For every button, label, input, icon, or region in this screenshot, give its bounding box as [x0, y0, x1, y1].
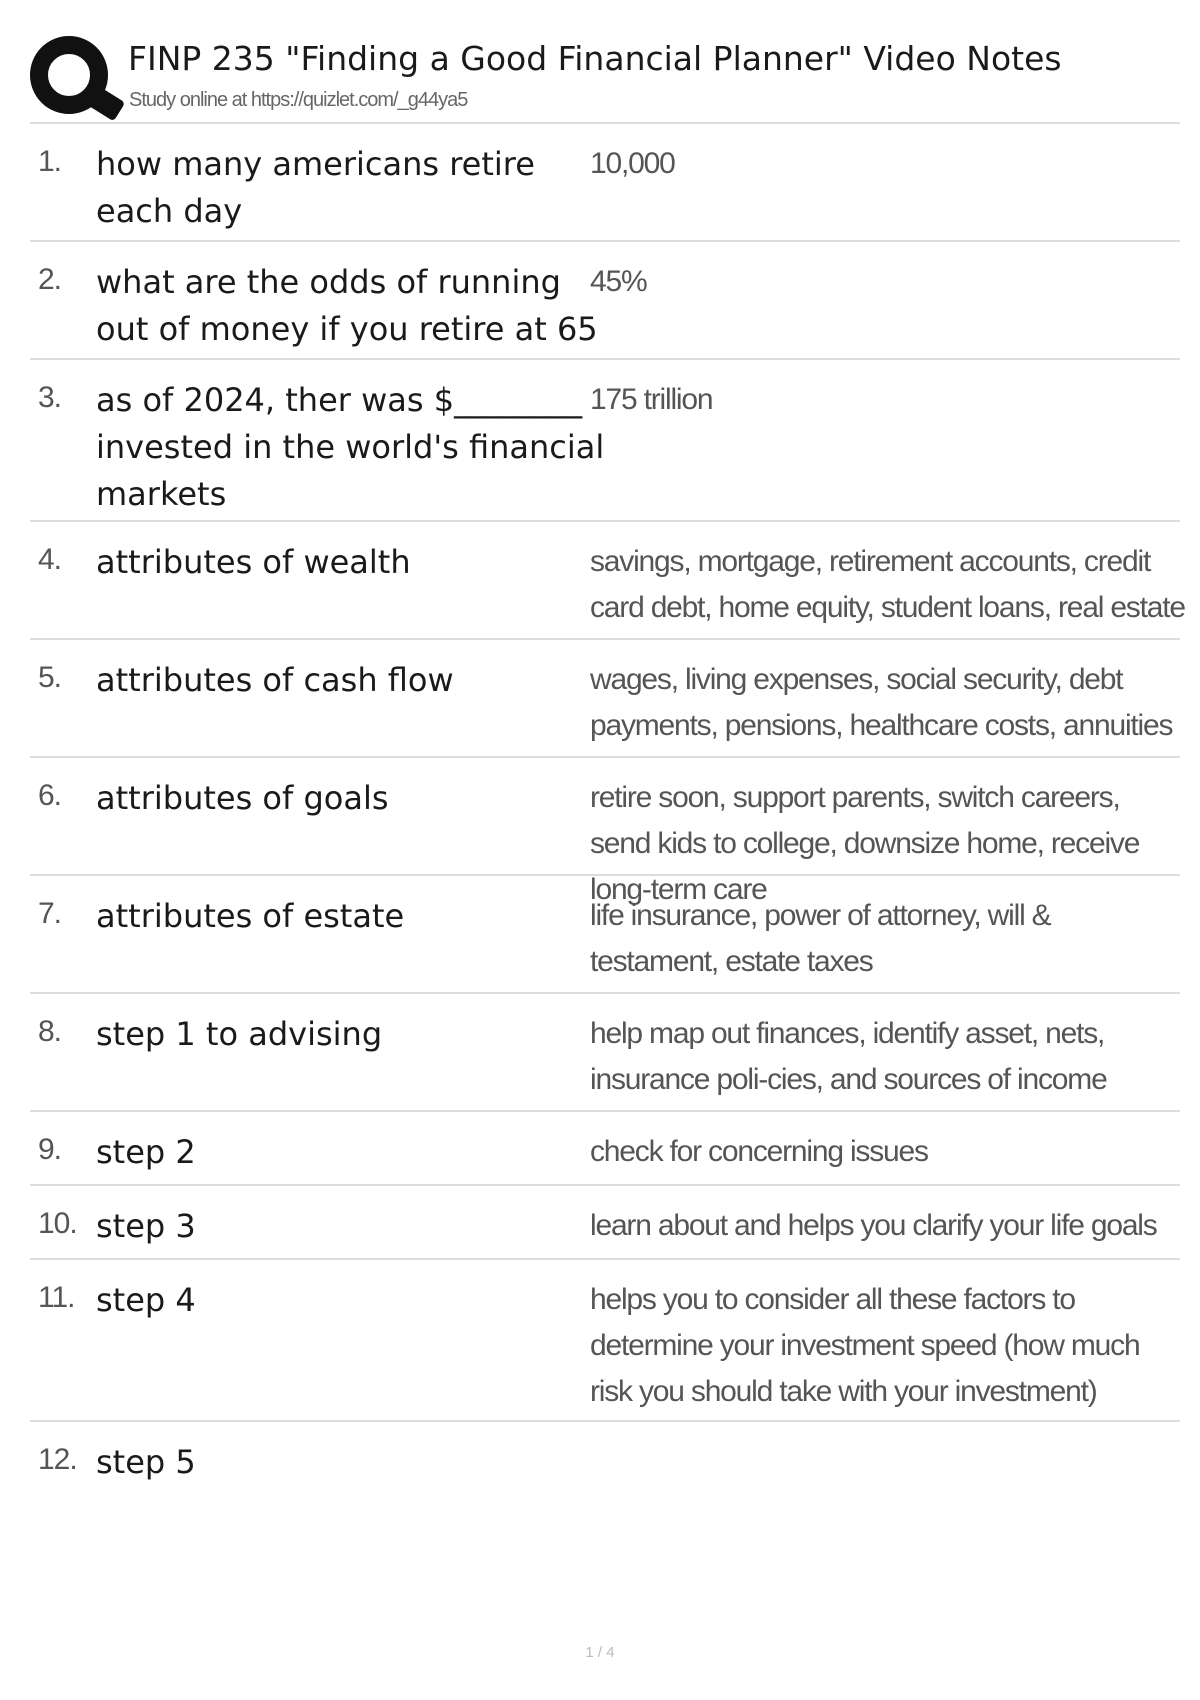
card-term: attributes of wealth: [96, 543, 411, 581]
document-title: FINP 235 "Finding a Good Financial Planner" Video Notes: [128, 39, 1062, 78]
card-term: step 5: [96, 1443, 196, 1481]
flashcard-row: [30, 1422, 1180, 1502]
card-definition: 45%: [590, 265, 647, 298]
study-online-link[interactable]: Study online at https://quizlet.com/_g44ya5: [129, 89, 468, 111]
flashcard-list: [30, 124, 1185, 1502]
card-number: 11.: [38, 1281, 75, 1314]
flashcard-row: [30, 758, 1180, 906]
flashcard-row: [30, 242, 1180, 360]
card-definition: helps you to consider all these factors to determine your investment speed (how much risk you should take with your investment): [590, 1283, 1140, 1408]
card-number: 10.: [38, 1207, 77, 1240]
card-definition: 175 trillion: [590, 383, 713, 416]
card-definition: help map out finances, identify asset, nets, insurance poli-cies, and sources of income: [590, 1017, 1107, 1096]
card-term: attributes of cash flow: [96, 661, 454, 699]
card-term: as of 2024, ther was $________ invested in the world's financial markets: [96, 381, 605, 513]
card-term: attributes of estate: [96, 897, 405, 935]
card-definition: wages, living expenses, social security, debt payments, pensions, healthcare costs, annuities: [590, 663, 1173, 742]
flashcard-row: [30, 1186, 1180, 1260]
card-number: 9.: [38, 1133, 62, 1166]
document-header: [30, 32, 1180, 124]
card-definition: 10,000: [590, 147, 675, 180]
card-term: step 3: [96, 1207, 196, 1245]
card-term: step 4: [96, 1281, 196, 1319]
flashcard-row: [30, 1112, 1180, 1186]
card-term: attributes of goals: [96, 779, 389, 817]
card-definition: savings, mortgage, retirement accounts, credit card debt, home equity, student loans, real estate: [590, 545, 1185, 624]
card-number: 12.: [38, 1443, 77, 1476]
card-number: 6.: [38, 779, 62, 812]
card-number: 2.: [38, 263, 62, 296]
flashcard-row: [30, 1260, 1180, 1422]
card-definition: retire soon, support parents, switch careers, send kids to college, downsize home, receive long-term care: [590, 781, 1140, 906]
flashcard-row: [30, 640, 1180, 758]
card-term: what are the odds of running out of money if you retire at 65: [96, 263, 598, 348]
card-number: 8.: [38, 1015, 62, 1048]
flashcard-row: [30, 876, 1180, 994]
card-number: 7.: [38, 897, 62, 930]
flashcard-row: [30, 124, 1180, 242]
card-definition: learn about and helps you clarify your life goals: [590, 1209, 1157, 1242]
card-number: 1.: [38, 145, 62, 178]
card-number: 5.: [38, 661, 62, 694]
card-term: step 2: [96, 1133, 196, 1171]
flashcard-row: [30, 522, 1185, 640]
card-term: how many americans retire each day: [96, 145, 535, 230]
flashcard-row: [30, 994, 1180, 1112]
card-number: 3.: [38, 381, 62, 414]
card-number: 4.: [38, 543, 62, 576]
page-number: 1 / 4: [585, 1644, 615, 1661]
flashcard-row: [30, 360, 1180, 522]
card-definition: life insurance, power of attorney, will & testament, estate taxes: [590, 899, 1051, 978]
card-definition: check for concerning issues: [590, 1135, 928, 1168]
card-term: step 1 to advising: [96, 1015, 383, 1053]
